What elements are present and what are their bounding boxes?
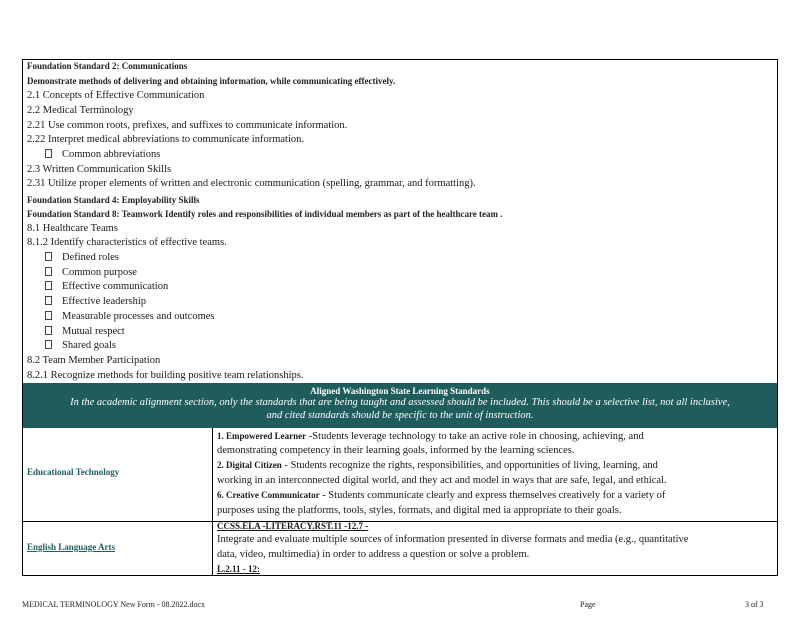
comm-line: 2.3 Written Communication Skills <box>27 164 172 175</box>
table-divider <box>23 521 777 522</box>
foundation-8-title: Foundation Standard 8: Teamwork Identify roles and responsibilities of individual members as part of the healthcare team . <box>27 209 503 219</box>
ela-code: CCSS.ELA -LITERACY.RST.11 -12.7 - <box>217 521 369 531</box>
edtech-standard-2: 2. Digital Citizen - Students recognize the rights, responsibilities, and opportunities of living, learning, and <box>217 460 658 471</box>
alignment-banner <box>23 383 777 428</box>
bullet-icon <box>45 311 52 320</box>
edtech-standard-2-cont: working in an interconnected digital world, and they act and model in ways that are safe, legal, and ethical. <box>217 475 667 486</box>
foundation-2-title: Foundation Standard 2: Communications <box>27 61 188 71</box>
bullet-icon <box>45 252 52 261</box>
edtech-label: Educational Technology <box>27 467 120 477</box>
bullet-item: Effective leadership <box>45 296 146 307</box>
bullet-icon <box>45 281 52 290</box>
ela-label: English Language Arts <box>27 542 116 552</box>
bullet-item: Shared goals <box>45 340 116 351</box>
bullet-text: Common abbreviations <box>62 149 161 160</box>
bullet-icon <box>45 326 52 335</box>
bullet-icon <box>45 296 52 305</box>
team-line: 8.1.2 Identify characteristics of effective teams. <box>27 237 227 248</box>
banner-note: In the academic alignment section, only the standards that are being taught and assessed should be included. This should be a selective list, not all inclusive, <box>70 397 730 408</box>
comm-line: 2.1 Concepts of Effective Communication <box>27 90 205 101</box>
banner-title: Aligned Washington State Learning Standards <box>310 386 490 396</box>
edtech-standard-6: 6. Creative Communicator - Students communicate clearly and express themselves creatively for a variety of <box>217 490 666 501</box>
bullet-item: Common purpose <box>45 267 137 278</box>
ela-code: L.2.11 - 12: <box>217 564 261 574</box>
edtech-standard-1-cont: demonstrating competency in their learning goals, informed by the learning sciences. <box>217 445 575 456</box>
edtech-standard-6-cont: purposes using the platforms, tools, styles, formats, and digital med ia appropriate to their goals. <box>217 505 622 516</box>
document-content <box>22 59 778 576</box>
edtech-standard-1: 1. Empowered Learner -Students leverage technology to take an active role in choosing, achieving, and <box>217 431 644 442</box>
comm-line: 2.31 Utilize proper elements of written and electronic communication (spelling, grammar, and formatting). <box>27 178 476 189</box>
bullet-icon <box>45 149 52 158</box>
bullet-item: Mutual respect <box>45 326 125 337</box>
team-line: 8.2 Team Member Participation <box>27 355 161 366</box>
footer-page-label: Page <box>580 600 596 609</box>
bullet-item <box>45 149 160 160</box>
footer-doc-name: MEDICAL TERMINOLOGY New Form - 08.2022.docx <box>22 600 206 609</box>
bullet-item: Defined roles <box>45 252 119 263</box>
bullet-item: Measurable processes and outcomes <box>45 311 215 322</box>
ela-standard: Integrate and evaluate multiple sources of information presented in diverse formats and media (e.g., quantitative <box>217 534 689 545</box>
comm-line: 2.21 Use common roots, prefixes, and suffixes to communicate information. <box>27 120 348 131</box>
foundation-4-title: Foundation Standard 4: Employability Skills <box>27 195 200 205</box>
team-line: 8.2.1 Recognize methods for building positive team relationships. <box>27 370 304 381</box>
foundation-2-desc: Demonstrate methods of delivering and obtaining information, while communicating effectively. <box>27 76 396 86</box>
team-line: 8.1 Healthcare Teams <box>27 223 118 234</box>
banner-note: and cited standards should be specific to the unit of instruction. <box>266 410 534 421</box>
table-divider <box>212 428 213 576</box>
bullet-icon <box>45 340 52 349</box>
comm-line: 2.2 Medical Terminology <box>27 105 134 116</box>
footer-page-number: 3 of 3 <box>745 600 764 609</box>
comm-line: 2.22 Interpret medical abbreviations to communicate information. <box>27 134 304 145</box>
bullet-icon <box>45 267 52 276</box>
ela-standard-cont: data, video, multimedia) in order to address a question or solve a problem. <box>217 549 530 560</box>
bullet-item: Effective communication <box>45 281 168 292</box>
